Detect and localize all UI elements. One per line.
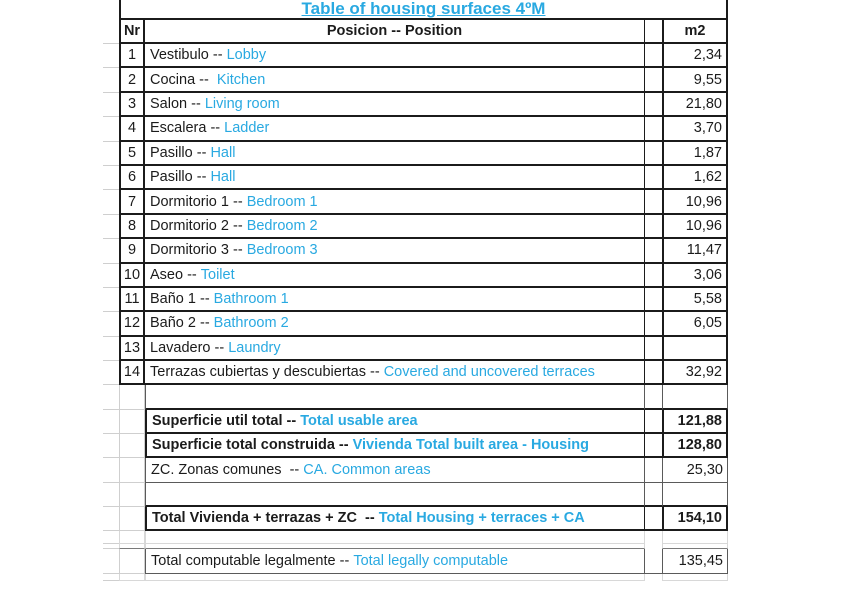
title-row (103, 0, 728, 20)
m2-value: 1,87 (662, 142, 728, 166)
position-es: Lavadero -- (150, 339, 229, 356)
table-row (103, 531, 728, 544)
position-en: Total legally computable (353, 553, 509, 570)
position-en: Total usable area (300, 412, 418, 429)
position-es: Pasillo -- (150, 144, 211, 161)
table-row (103, 68, 728, 92)
position-cell (145, 531, 645, 544)
gap-cell (645, 549, 662, 574)
gap-cell (645, 434, 662, 458)
row-number: 1 (119, 44, 145, 68)
position-cell (145, 142, 645, 166)
gap-cell (645, 44, 662, 68)
grid-tick (103, 507, 119, 531)
grid-tick (103, 288, 119, 312)
table-row (103, 117, 728, 141)
grid-tick (103, 434, 119, 458)
grid-tick (103, 93, 119, 117)
position-cell (145, 117, 645, 141)
gap-cell (645, 337, 662, 361)
row-number: 6 (119, 166, 145, 190)
position-en: Bedroom 2 (246, 217, 318, 234)
row-number (119, 483, 145, 507)
grid-tick (103, 410, 119, 434)
gap-cell (645, 288, 662, 312)
gap-cell (645, 531, 662, 544)
position-es: Salon -- (150, 95, 205, 112)
grid-tick (103, 0, 119, 20)
grid-tick (103, 44, 119, 68)
table-row (103, 458, 728, 482)
position-cell (145, 239, 645, 263)
row-number: 12 (119, 312, 145, 336)
table-row (103, 215, 728, 239)
m2-value: 21,80 (662, 93, 728, 117)
m2-value (662, 385, 728, 409)
position-es: Dormitorio 1 -- (150, 193, 247, 210)
row-number: 7 (119, 190, 145, 214)
row-number (119, 531, 145, 544)
position-cell (145, 215, 645, 239)
gap-cell (645, 215, 662, 239)
position-cell (145, 264, 645, 288)
m2-value: 135,45 (662, 549, 728, 574)
grid-tick (103, 68, 119, 92)
position-es: Dormitorio 3 -- (150, 242, 247, 259)
position-cell (145, 361, 645, 385)
position-cell (145, 44, 645, 68)
m2-value: 9,55 (662, 68, 728, 92)
m2-value: 10,96 (662, 190, 728, 214)
table-row (103, 142, 728, 166)
gap-cell (645, 458, 662, 482)
position-cell (145, 190, 645, 214)
position-en: Hall (210, 144, 236, 161)
grid-tick (103, 142, 119, 166)
m2-value: 121,88 (662, 410, 728, 434)
position-es: Dormitorio 2 -- (150, 217, 247, 234)
gap-cell (645, 574, 662, 581)
position-es: Baño 1 -- (150, 291, 214, 308)
position-en: Toilet (200, 266, 235, 283)
summary-rows (103, 385, 728, 531)
housing-surfaces-table (103, 0, 728, 581)
grid-tick (103, 458, 119, 482)
position-en: Covered and uncovered terraces (383, 364, 595, 381)
position-cell (145, 68, 645, 92)
gap-cell (645, 142, 662, 166)
grid-tick (103, 361, 119, 385)
table-row (103, 385, 728, 409)
position-en: Vivienda Total built area - Housing (352, 437, 589, 454)
position-cell (145, 385, 645, 409)
row-number: 11 (119, 288, 145, 312)
gap-cell (645, 239, 662, 263)
position-cell (145, 337, 645, 361)
table-row (103, 166, 728, 190)
gap-cell (645, 93, 662, 117)
position-cell (145, 549, 645, 574)
position-en: Ladder (224, 120, 270, 137)
row-number: 2 (119, 68, 145, 92)
position-es: Superficie util total -- (152, 412, 301, 429)
position-en: Laundry (228, 339, 281, 356)
gap-cell (645, 361, 662, 385)
table-row (103, 44, 728, 68)
grid-tick (103, 337, 119, 361)
row-number: 10 (119, 264, 145, 288)
gap-cell (645, 190, 662, 214)
m2-value (662, 574, 728, 581)
header-row (103, 20, 728, 44)
grid-tick (103, 312, 119, 336)
row-number (119, 458, 145, 482)
m2-value: 6,05 (662, 312, 728, 336)
row-number: 8 (119, 215, 145, 239)
table-row (103, 410, 728, 434)
page-title: Table of housing surfaces 4ºM (119, 0, 728, 20)
table-row (103, 312, 728, 336)
table-row (103, 507, 728, 531)
position-cell (145, 507, 645, 531)
row-number (119, 549, 145, 574)
position-es: Vestibulo -- (150, 47, 227, 64)
gap-cell (645, 312, 662, 336)
table-row (103, 549, 728, 574)
gap-cell (645, 166, 662, 190)
table-row (103, 239, 728, 263)
grid-tick (103, 574, 119, 581)
m2-value: 154,10 (662, 507, 728, 531)
position-es: Total computable legalmente -- (151, 553, 354, 570)
position-es: Total Vivienda + terrazas + ZC -- (152, 510, 379, 526)
grid-tick (103, 117, 119, 141)
row-number: 14 (119, 361, 145, 385)
row-number: 5 (119, 142, 145, 166)
table-row (103, 93, 728, 117)
row-number (119, 574, 145, 581)
position-cell (145, 483, 645, 507)
row-number: 4 (119, 117, 145, 141)
m2-value: 25,30 (662, 458, 728, 482)
grid-tick (103, 483, 119, 507)
position-en: CA. Common areas (303, 462, 431, 479)
position-cell (145, 93, 645, 117)
position-en: Bathroom 1 (213, 291, 289, 308)
position-cell (145, 574, 645, 581)
row-number (119, 385, 145, 409)
position-en: Living room (204, 95, 280, 112)
position-es: Cocina -- (150, 71, 213, 88)
m2-value: 1,62 (662, 166, 728, 190)
gap-cell (645, 410, 662, 434)
grid-tick (103, 20, 119, 44)
m2-value: 3,70 (662, 117, 728, 141)
table-row (103, 483, 728, 507)
table-row (103, 288, 728, 312)
grid-tick (103, 215, 119, 239)
header-m2: m2 (662, 20, 728, 44)
m2-value (662, 337, 728, 361)
position-en: Bathroom 2 (213, 315, 289, 332)
grid-tick (103, 264, 119, 288)
position-cell (145, 410, 645, 434)
position-en: Lobby (226, 47, 267, 64)
table-row (103, 574, 728, 581)
row-number (119, 507, 145, 531)
gap-cell (645, 264, 662, 288)
table-row (103, 337, 728, 361)
m2-value: 32,92 (662, 361, 728, 385)
m2-value: 2,34 (662, 44, 728, 68)
row-number (119, 410, 145, 434)
row-number: 9 (119, 239, 145, 263)
m2-value: 128,80 (662, 434, 728, 458)
position-cell (145, 458, 645, 482)
position-es: Superficie total construida -- (152, 437, 353, 454)
row-number: 13 (119, 337, 145, 361)
position-en: Hall (210, 169, 236, 186)
position-es: ZC. Zonas comunes -- (151, 462, 304, 479)
gap-cell (645, 385, 662, 409)
grid-tick (103, 166, 119, 190)
table-row (103, 434, 728, 458)
position-cell (145, 166, 645, 190)
position-es: Aseo -- (150, 266, 201, 283)
footer-rows (103, 531, 728, 581)
gap-cell (645, 20, 662, 44)
position-es: Pasillo -- (150, 169, 211, 186)
grid-tick (103, 549, 119, 574)
gap-cell (645, 117, 662, 141)
header-nr: Nr (119, 20, 145, 44)
table-row (103, 264, 728, 288)
gap-cell (645, 68, 662, 92)
grid-tick (103, 190, 119, 214)
grid-tick (103, 385, 119, 409)
m2-value: 11,47 (662, 239, 728, 263)
header-position: Posicion -- Position (145, 20, 645, 44)
grid-tick (103, 239, 119, 263)
grid-tick (103, 531, 119, 544)
position-cell (145, 312, 645, 336)
position-cell (145, 288, 645, 312)
m2-value: 10,96 (662, 215, 728, 239)
row-number (119, 434, 145, 458)
position-en: Total Housing + terraces + CA (378, 510, 585, 526)
m2-value: 5,58 (662, 288, 728, 312)
position-en: Kitchen (212, 71, 266, 88)
m2-value (662, 483, 728, 507)
position-en: Bedroom 3 (246, 242, 318, 259)
position-es: Baño 2 -- (150, 315, 214, 332)
position-en: Bedroom 1 (246, 193, 318, 210)
table-row (103, 361, 728, 385)
position-cell (145, 434, 645, 458)
gap-cell (645, 483, 662, 507)
position-es: Escalera -- (150, 120, 225, 137)
table-row (103, 190, 728, 214)
m2-value: 3,06 (662, 264, 728, 288)
gap-cell (645, 507, 662, 531)
row-number: 3 (119, 93, 145, 117)
main-rows (103, 44, 728, 385)
position-es: Terrazas cubiertas y descubiertas -- (150, 364, 384, 381)
m2-value (662, 531, 728, 544)
